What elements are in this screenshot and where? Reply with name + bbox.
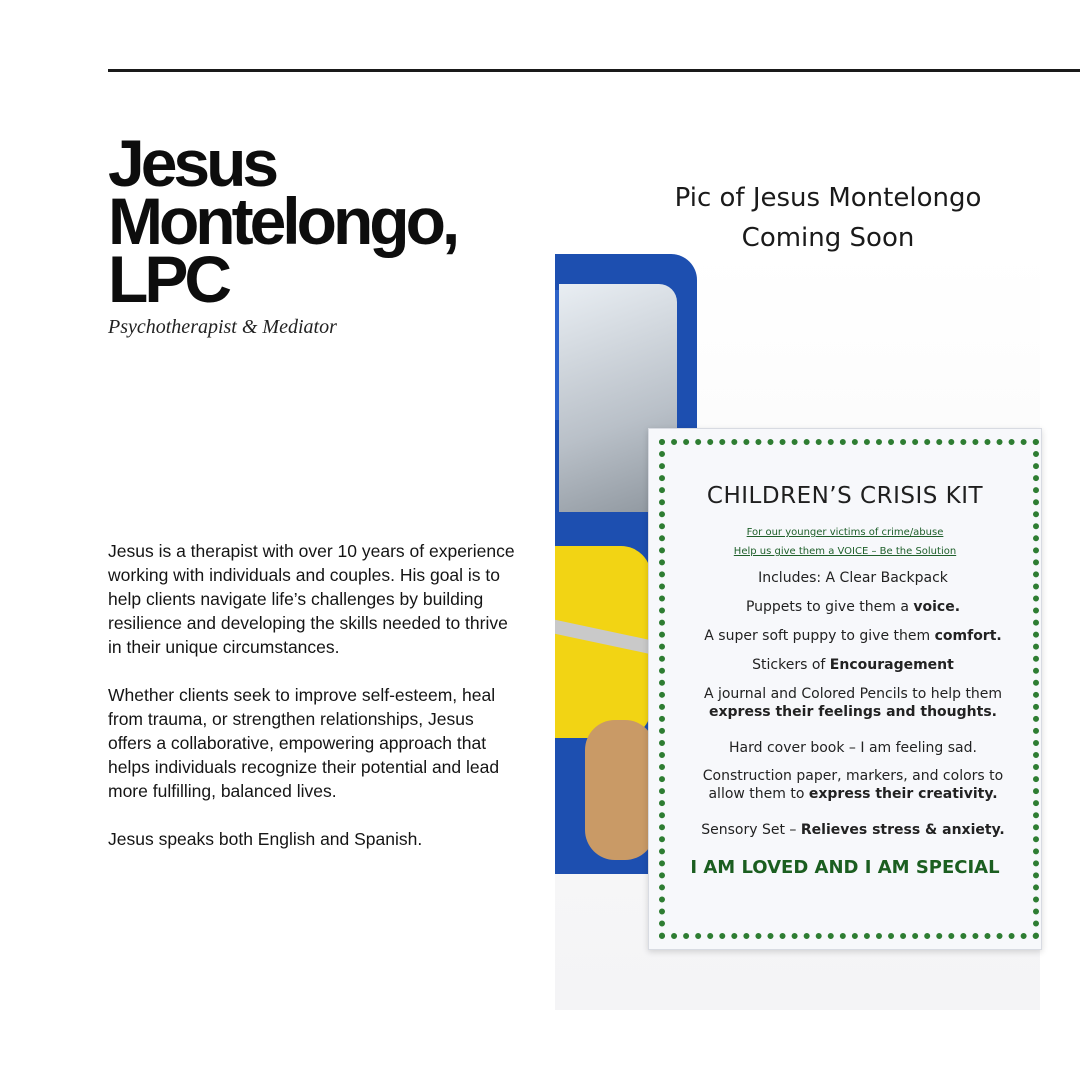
sign-line: A journal and Colored Pencils to help them express their feelings and thoughts. xyxy=(703,686,1003,720)
bio-paragraph: Jesus is a therapist with over 10 years of experience working with individuals and couples. His goal is to help clients navigate life’s challenges by building resilience and developing the skills needed to thrive in their unique circumstances. xyxy=(108,541,515,657)
bio-paragraph: Jesus speaks both English and Spanish. xyxy=(108,829,423,849)
bio-text xyxy=(108,539,518,875)
sign-line: Puppets to give them a voice. xyxy=(745,599,961,615)
bio-paragraph: Whether clients seek to improve self-esteem, heal from trauma, or strengthen relationships, Jesus offers a collaborative, empowering approach that helps individuals recognize their potential and lead more fulfilling, balanced lives. xyxy=(108,685,500,801)
sign-line: Hard cover book – I am feeling sad. xyxy=(729,740,977,756)
sign-final-message: I AM LOVED AND I AM SPECIAL xyxy=(690,857,1000,878)
caption-line: Coming Soon xyxy=(741,223,915,253)
job-subtitle: Psychotherapist & Mediator xyxy=(108,316,337,338)
sign-title: CHILDREN’S CRISIS KIT xyxy=(706,483,984,509)
sign-line: Stickers of Encouragement xyxy=(752,657,954,673)
caption-line: Pic of Jesus Montelongo xyxy=(674,183,982,213)
page-title xyxy=(108,126,528,316)
photo-caption xyxy=(640,178,1016,258)
sign-line: Construction paper, markers, and colors to allow them to express their creativity. xyxy=(702,768,1004,802)
sign-line: Sensory Set – Relieves stress & anxiety. xyxy=(701,822,1005,838)
sign-subtitle: For our younger victims of crime/abuse xyxy=(746,527,944,538)
crisis-kit-sign xyxy=(648,428,1042,950)
title-line-credential: LPC xyxy=(108,242,228,316)
title-line-first-name: Jesus xyxy=(108,126,276,200)
puppy-plush xyxy=(585,720,655,860)
sign-subtitle: Help us give them a VOICE – Be the Solution xyxy=(733,546,957,557)
title-line-last-name: Montelongo, xyxy=(108,184,457,258)
top-divider xyxy=(108,69,1080,72)
sign-line: A super soft puppy to give them comfort. xyxy=(704,628,1002,644)
sign-line: Includes: A Clear Backpack xyxy=(758,570,948,586)
